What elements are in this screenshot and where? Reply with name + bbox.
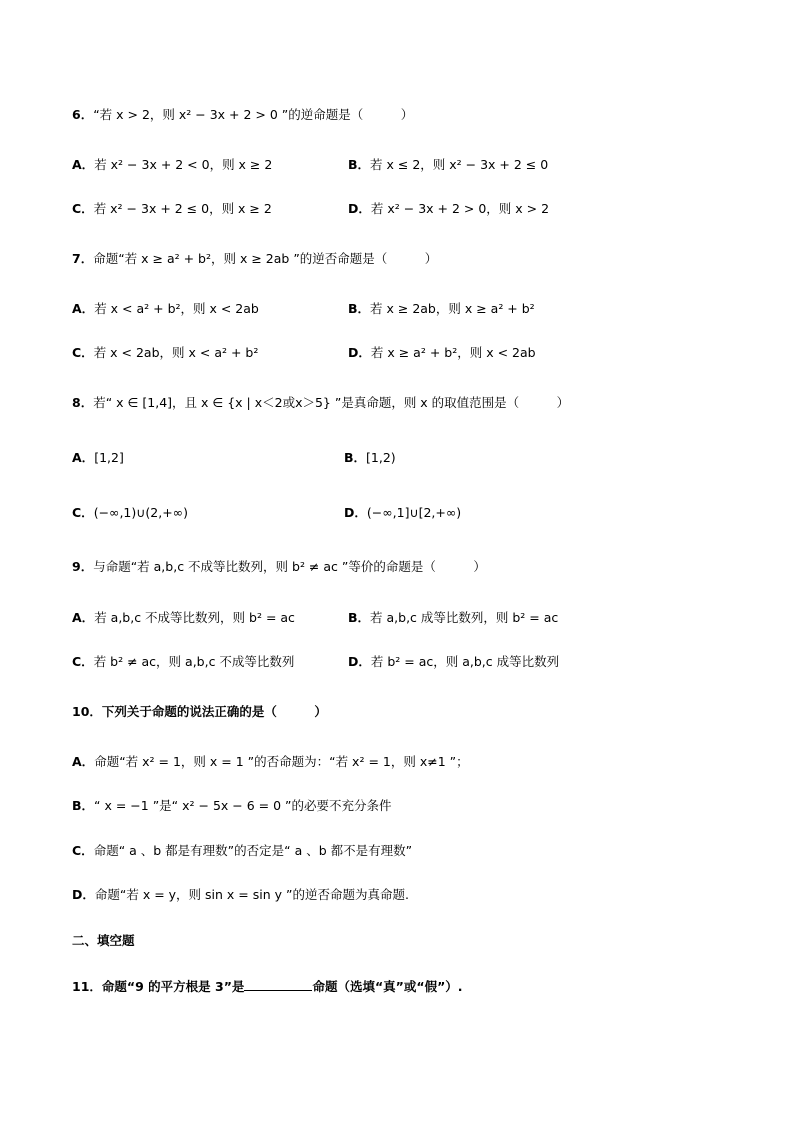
option-letter: D． [348,654,371,669]
option-letter: D． [72,887,95,902]
option-text: 命题“ a 、b 都是有理数”的否定是“ a 、b 都不是有理数” [93,843,413,858]
option-text: 若 b² ≠ ac，则 a,b,c 不成等比数列 [93,654,295,669]
question-10-option-c [72,842,412,860]
option-text: “ x = −1 ”是“ x² − 5x − 6 = 0 ”的必要不充分条件 [94,798,392,813]
option-text: 若 a,b,c 不成等比数列，则 b² = ac [94,610,295,625]
question-9-stem [72,558,486,576]
question-number: 9． [72,559,94,574]
question-7-option-d [348,344,536,362]
option-letter: C． [72,345,94,360]
question-11 [72,976,463,996]
question-text: 命题“若 x ≥ a² + b²，则 x ≥ 2ab ”的逆否命题是（ ） [93,251,438,266]
option-letter: A． [72,610,95,625]
question-10-option-d [72,886,409,904]
option-letter: B． [348,157,371,172]
option-letter: D． [344,505,367,520]
question-number: 7． [72,251,94,266]
option-letter: C． [72,505,94,520]
option-letter: B． [348,610,371,625]
question-6-stem [72,106,413,124]
question-8-option-c [72,504,188,522]
option-letter: B． [72,798,95,813]
question-number: 8． [72,395,94,410]
question-6-option-a [72,156,272,174]
option-text: 若 x² − 3x + 2 < 0，则 x ≥ 2 [94,157,273,172]
question-10-stem [72,703,327,721]
option-letter: A． [72,301,95,316]
question-6-option-c [72,200,272,218]
question-text: “若 x > 2，则 x² − 3x + 2 > 0 ”的逆命题是（ ） [93,107,414,122]
answer-blank[interactable] [244,976,312,991]
option-text: 若 x < 2ab，则 x < a² + b² [93,345,259,360]
question-7-option-c [72,344,258,362]
option-text: 若 a,b,c 成等比数列，则 b² = ac [370,610,559,625]
option-text: 命题“若 x² = 1，则 x = 1 ”的否命题为：“若 x² = 1，则 x≠1 ”； [94,754,469,769]
question-number: 11． [72,979,102,994]
option-text: (−∞,1)∪(2,+∞) [93,505,188,520]
question-text: 与命题“若 a,b,c 不成等比数列，则 b² ≠ ac ”等价的命题是（ ） [93,559,486,574]
question-8-option-d [344,504,461,522]
option-text: 若 x² − 3x + 2 ≤ 0，则 x ≥ 2 [93,201,272,216]
question-9-option-a [72,609,295,627]
option-letter: A． [72,754,95,769]
question-7-option-b [348,300,535,318]
question-text-before: 命题“9 的平方根是 3”是 [101,979,245,994]
question-text: 若“ x ∈ [1,4]，且 x ∈ {x | x＜2或x＞5} ”是真命题，则 x 的取值范围是（ ） [93,395,570,410]
option-text: 命题“若 x = y，则 sin x = sin y ”的逆否命题为真命题. [94,887,409,902]
option-text: 若 x ≥ 2ab，则 x ≥ a² + b² [370,301,535,316]
option-letter: C． [72,654,94,669]
question-9-option-d [348,653,559,671]
question-8-option-b [344,449,396,467]
question-8-stem [72,394,569,412]
option-text: 若 x < a² + b²，则 x < 2ab [94,301,259,316]
option-text: 若 x ≤ 2，则 x² − 3x + 2 ≤ 0 [370,157,549,172]
question-8-option-a [72,449,124,467]
option-text: (−∞,1]∪[2,+∞) [366,505,462,520]
question-7-option-a [72,300,259,318]
question-10-option-b [72,797,392,815]
option-letter: B． [344,450,367,465]
question-9-option-b [348,609,558,627]
option-letter: C． [72,201,94,216]
question-number: 6． [72,107,94,122]
option-text: [1,2) [366,450,396,465]
question-9-option-c [72,653,294,671]
option-letter: D． [348,201,371,216]
option-letter: A． [72,157,95,172]
question-text-after: 命题（选填“真”或“假”）. [312,979,463,994]
option-text: [1,2] [94,450,124,465]
option-letter: D． [348,345,371,360]
option-letter: C． [72,843,94,858]
question-number: 10． [72,704,102,719]
option-text: 若 x ≥ a² + b²，则 x < 2ab [370,345,536,360]
question-7-stem [72,250,437,268]
option-text: 若 x² − 3x + 2 > 0，则 x > 2 [370,201,550,216]
question-10-option-a [72,753,469,771]
option-text: 若 b² = ac，则 a,b,c 成等比数列 [370,654,560,669]
question-text: 下列关于命题的说法正确的是（ ） [101,704,327,719]
section-title: 二、填空题 [72,933,135,948]
option-letter: A． [72,450,95,465]
option-letter: B． [348,301,371,316]
question-6-option-d [348,200,549,218]
question-6-option-b [348,156,548,174]
